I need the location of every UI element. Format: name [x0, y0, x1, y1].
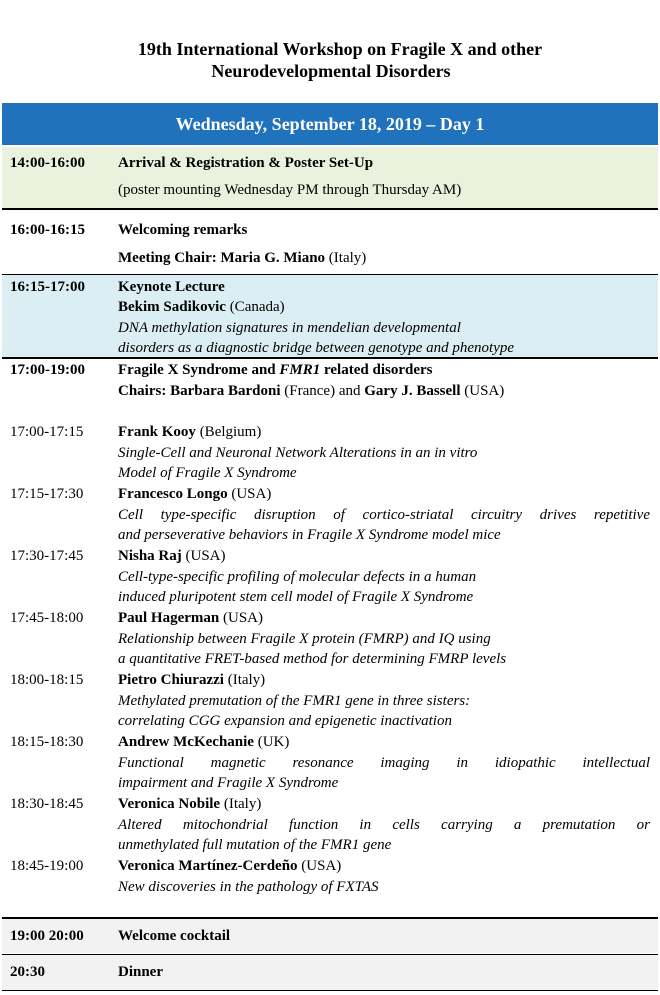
keynote-speaker: Bekim Sadikovic — [118, 299, 226, 315]
talk-speaker-line — [118, 422, 261, 443]
talk-speaker-line — [118, 484, 271, 505]
talk-title-line2: unmethylated full mutation of the FMR1 gene — [118, 837, 392, 853]
talk-speaker-line — [118, 608, 263, 629]
meeting-chair — [118, 248, 366, 269]
keynote-talk-line2: disorders as a diagnostic bridge between genotype and phenotype — [118, 340, 515, 356]
keynote-title: Keynote Lecture — [118, 279, 225, 295]
arrival-note: (poster mounting Wednesday PM through Thursday AM) — [118, 182, 462, 198]
session-title-c: related disorders — [320, 362, 433, 378]
talk-speaker: Andrew McKechanie — [118, 734, 254, 750]
talk-time: 18:45-19:00 — [10, 858, 84, 874]
session-chair1: Barbara Bardoni — [170, 383, 281, 399]
talk-title-line1: Functional magnetic resonance imaging in idiopathic intellectual — [118, 755, 650, 771]
session-time: 17:00-19:00 — [10, 362, 85, 378]
talk-time: 18:30-18:45 — [10, 796, 84, 812]
talk-speaker-line — [118, 856, 341, 877]
talk-title-line1: Single-Cell and Neuronal Network Alterations in an in vitro — [118, 445, 478, 461]
talk-title-line2: correlating CGG expansion and epigenetic inactivation — [118, 713, 452, 729]
talk-speaker-line — [118, 670, 265, 691]
meeting-chair-name: Meeting Chair: Maria G. Miano — [118, 250, 326, 266]
session-title-gene: FMR1 — [279, 362, 321, 378]
talk-country: (Italy) — [223, 672, 266, 688]
talk-speaker-line — [118, 732, 289, 753]
meeting-chair-country: (Italy) — [325, 250, 367, 266]
cocktail-title: Welcome cocktail — [118, 928, 231, 944]
talk-title-line1: Altered mitochondrial function in cells carrying a premutation or — [118, 817, 650, 833]
session-chairs — [118, 381, 504, 402]
keynote-time: 16:15-17:00 — [10, 279, 85, 295]
session-title-a: Fragile X Syndrome and — [118, 362, 280, 378]
talk-time: 18:15-18:30 — [10, 734, 84, 750]
talk-title-line2: and perseverative behaviors in Fragile X Syndrome model mice — [118, 527, 501, 543]
keynote-talk-line1: DNA methylation signatures in mendelian developmental — [118, 320, 461, 336]
keynote-speaker-line — [118, 297, 285, 318]
talk-country: (USA) — [297, 858, 342, 874]
talk-title-line1: Cell type-specific disruption of cortico-striatal circuitry drives repetitive — [118, 507, 650, 523]
talk-speaker: Paul Hagerman — [118, 610, 220, 626]
program-title-line2: Neurodevelopmental Disorders — [211, 61, 451, 81]
talk-title-line1: Methylated premutation of the FMR1 gene in three sisters: — [118, 693, 471, 709]
talk-title-line1: Cell-type-specific profiling of molecular defects in a human — [118, 569, 477, 585]
talk-title-line1: New discoveries in the pathology of FXTAS — [118, 879, 379, 895]
cocktail-section — [2, 919, 658, 953]
arrival-time: 14:00-16:00 — [10, 155, 85, 171]
keynote-section — [2, 275, 658, 357]
session-chair2-country: (USA) — [460, 383, 505, 399]
dinner-section — [2, 955, 658, 990]
talk-speaker-line — [118, 794, 261, 815]
arrival-section — [2, 147, 658, 208]
talk-country: (UK) — [253, 734, 290, 750]
talk-title-line2: induced pluripotent stem cell model of Fragile X Syndrome — [118, 589, 474, 605]
talk-time: 17:45-18:00 — [10, 610, 84, 626]
divider — [2, 990, 658, 991]
program-title — [0, 38, 660, 82]
talk-speaker: Nisha Raj — [118, 548, 182, 564]
dinner-title: Dinner — [118, 964, 163, 980]
session-chair1-country: (France) and — [280, 383, 365, 399]
talk-speaker-line — [118, 546, 226, 567]
talk-country: (USA) — [181, 548, 226, 564]
session-chair2: Gary J. Bassell — [364, 383, 461, 399]
welcome-time: 16:00-16:15 — [10, 222, 85, 238]
session-section — [2, 360, 658, 900]
welcome-title: Welcoming remarks — [118, 222, 248, 238]
dinner-time: 20:30 — [10, 964, 45, 980]
divider — [2, 208, 658, 210]
day-header: Wednesday, September 18, 2019 – Day 1 — [2, 103, 658, 145]
talk-time: 17:00-17:15 — [10, 424, 84, 440]
talk-title-line1: Relationship between Fragile X protein (FMRP) and IQ using — [118, 631, 491, 647]
talk-title-line2: impairment and Fragile X Syndrome — [118, 775, 339, 791]
talk-speaker: Veronica Nobile — [118, 796, 221, 812]
cocktail-time: 19:00 20:00 — [10, 928, 84, 944]
talk-time: 17:15-17:30 — [10, 486, 84, 502]
program-title-line1: 19th International Workshop on Fragile X and other — [137, 39, 543, 59]
talk-speaker: Frank Kooy — [118, 424, 196, 440]
arrival-title: Arrival & Registration & Poster Set-Up — [118, 155, 374, 171]
talk-title-line2: a quantitative FRET-based method for determining FMRP levels — [118, 651, 507, 667]
talk-country: (USA) — [227, 486, 272, 502]
talk-country: (Belgium) — [195, 424, 262, 440]
talk-speaker: Pietro Chiurazzi — [118, 672, 224, 688]
talk-time: 18:00-18:15 — [10, 672, 84, 688]
talk-speaker: Francesco Longo — [118, 486, 228, 502]
session-chairs-label: Chairs: — [118, 383, 171, 399]
welcome-section — [2, 211, 658, 273]
talk-country: (Italy) — [220, 796, 262, 812]
talk-speaker: Veronica Martínez-Cerdeño — [118, 858, 298, 874]
session-title — [118, 360, 432, 381]
talk-title-line2: Model of Fragile X Syndrome — [118, 465, 297, 481]
talk-time: 17:30-17:45 — [10, 548, 84, 564]
divider — [2, 357, 658, 359]
keynote-country: (Canada) — [225, 299, 285, 315]
talk-country: (USA) — [219, 610, 263, 626]
